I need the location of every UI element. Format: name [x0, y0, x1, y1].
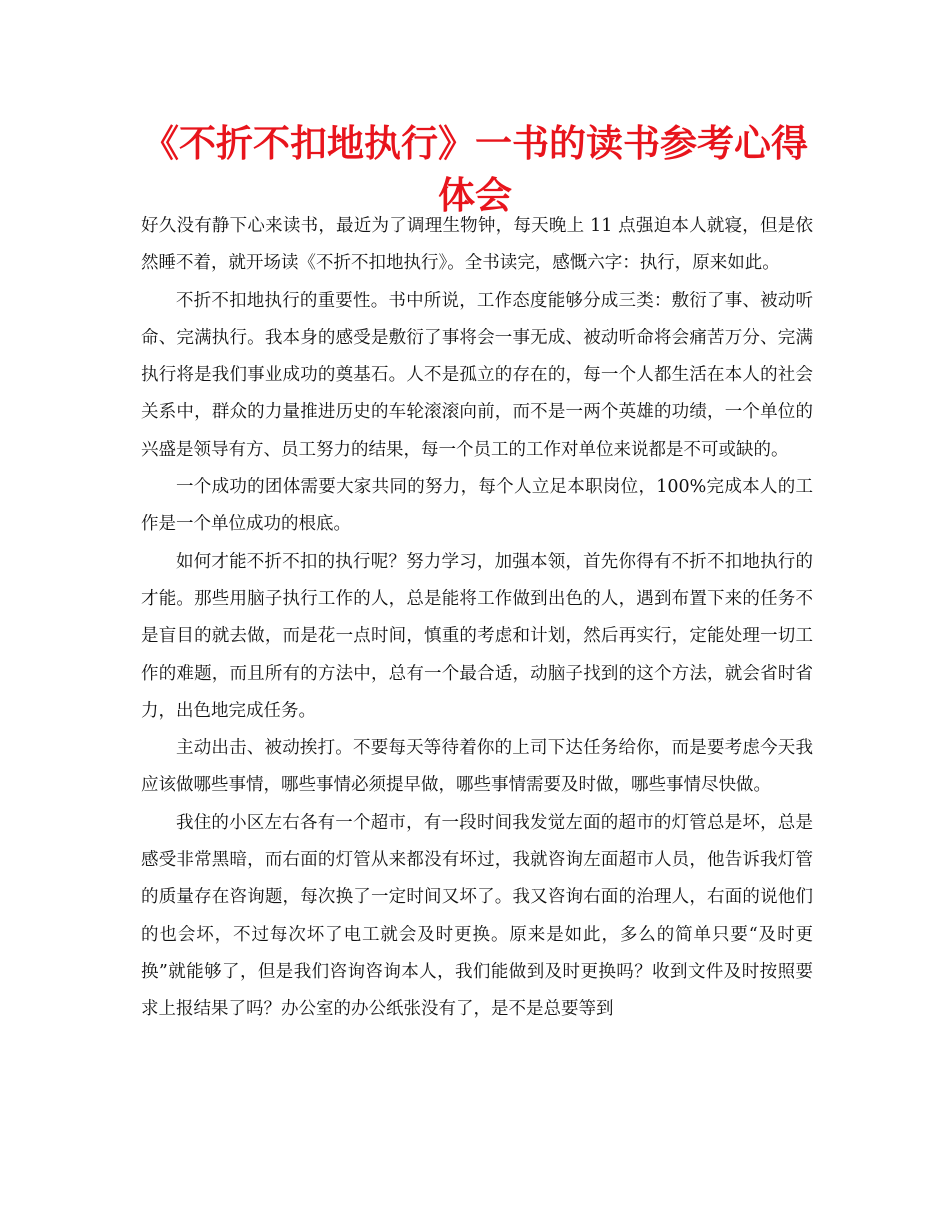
paragraph-6: 我住的小区左右各有一个超市，有一段时间我发觉左面的超市的灯管总是坏，总是感受非常黑暗，而右面的灯管从来都没有坏过，我就咨询左面超市人员，他告诉我灯管的质量存在咨询题，每次换了一定时间又坏了。我又咨询右面的治理人，右面的说他们的也会坏，不过每次坏了电工就会及时更换。原来是如此，多么的简单只要“及时更换”就能够了，但是我们咨询咨询本人，我们能做到及时更换吗？收到文件及时按照要求上报结果了吗？办公室的办公纸张没有了，是不是总要等到: [141, 812, 813, 1020]
title-line-2: 体会: [438, 174, 512, 217]
paragraph-1: 好久没有静下心来读书，最近为了调理生物钟，每天晚上 11 点强迫本人就寝，但是依然睡不着，就开场读《不折不扣地执行》。全书读完，感慨六字：执行，原来如此。: [141, 216, 813, 274]
paragraph-3: 一个成功的团体需要大家共同的努力，每个人立足本职岗位，100%完成本人的工作是一个单位成功的根底。: [141, 477, 813, 535]
paragraph-2: 不折不扣地执行的重要性。书中所说，工作态度能够分成三类：敷衍了事、被动听命、完满执行。我本身的感受是敷衍了事将会一事无成、被动听命将会痛苦万分、完满执行将是我们事业成功的奠基石。人不是孤立的存在的，每一个人都生活在本人的社会关系中，群众的力量推进历史的车轮滚滚向前，而不是一两个英雄的功绩，一个单位的兴盛是领导有方、员工努力的结果，每一个员工的工作对单位来说都是不可或缺的。: [141, 290, 813, 460]
document-body: [141, 208, 813, 1029]
paragraph-4: 如何才能不折不扣的执行呢？努力学习，加强本领，首先你得有不折不扣地执行的才能。那些用脑子执行工作的人，总是能将工作做到出色的人，遇到布置下来的任务不是盲目的就去做，而是花一点时间，慎重的考虑和计划，然后再实行，定能处理一切工作的难题，而且所有的方法中，总有一个最合适，动脑子找到的这个方法，就会省时省力，出色地完成任务。: [141, 551, 813, 721]
paragraph-5: 主动出击、被动挨打。不要每天等待着你的上司下达任务给你，而是要考虑今天我应该做哪些事情，哪些事情必须提早做，哪些事情需要及时做，哪些事情尽快做。: [141, 738, 813, 796]
title-line-1: 《不折不扣地执行》一书的读书参考心得: [142, 122, 808, 165]
document-title: [130, 118, 820, 222]
